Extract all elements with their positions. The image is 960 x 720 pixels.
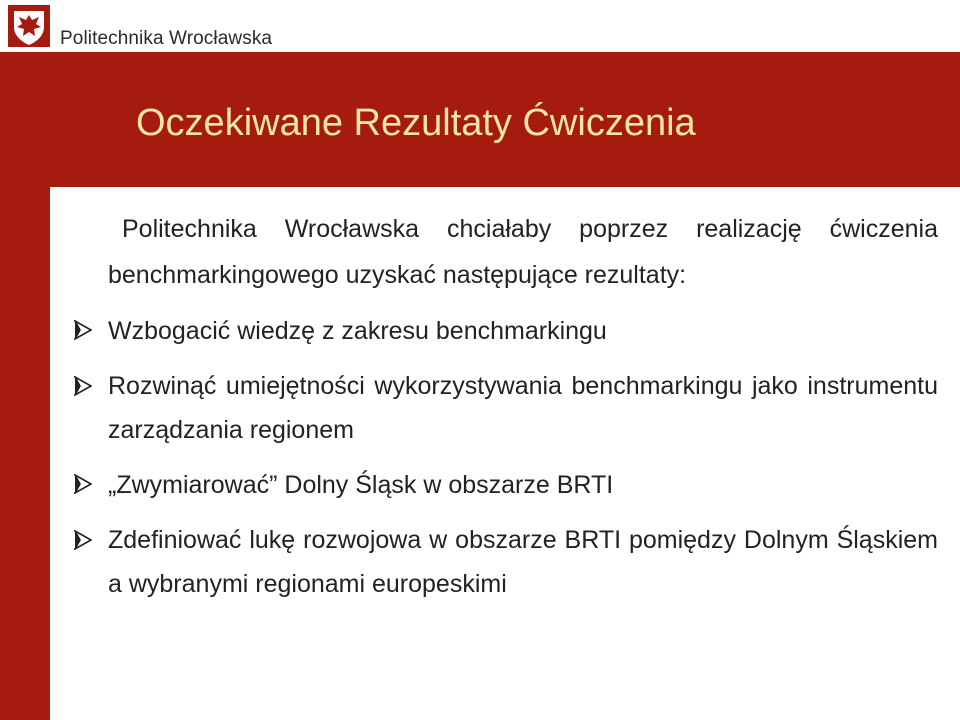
list-item	[108, 518, 938, 606]
bullet-text: „Zwymiarować” Dolny Śląsk w obszarze BRTI	[108, 471, 614, 499]
brand-name: Politechnika Wrocławska	[60, 28, 273, 49]
eagle-crest-icon	[8, 5, 50, 47]
arrowhead-bullet-icon	[74, 530, 92, 550]
left-accent-bar	[0, 187, 50, 720]
bullet-text: Zdefiniować lukę rozwojowa w obszarze BRTI pomiędzy Dolnym Śląskiem a wybranymi regionami europeskimi	[108, 526, 938, 598]
bullet-list	[108, 308, 938, 606]
bullet-text: Rozwinąć umiejętności wykorzystywania benchmarkingu jako instrumentu zarządzania regionem	[108, 372, 938, 444]
arrowhead-bullet-icon	[74, 320, 92, 340]
bullet-text: Wzbogacić wiedzę z zakresu benchmarkingu	[108, 317, 607, 345]
slide-content	[108, 206, 938, 616]
slide-title: Oczekiwane Rezultaty Ćwiczenia	[136, 102, 696, 144]
title-band	[0, 52, 960, 187]
list-item	[108, 308, 938, 354]
arrowhead-bullet-icon	[74, 474, 92, 494]
arrowhead-bullet-icon	[74, 376, 92, 396]
list-item	[108, 462, 938, 508]
list-item	[108, 364, 938, 452]
header-bar	[0, 0, 960, 52]
intro-paragraph: Politechnika Wrocławska chciałaby poprzez realizację ćwiczenia benchmarkingowego uzyskać następujące rezultaty:	[108, 215, 938, 289]
